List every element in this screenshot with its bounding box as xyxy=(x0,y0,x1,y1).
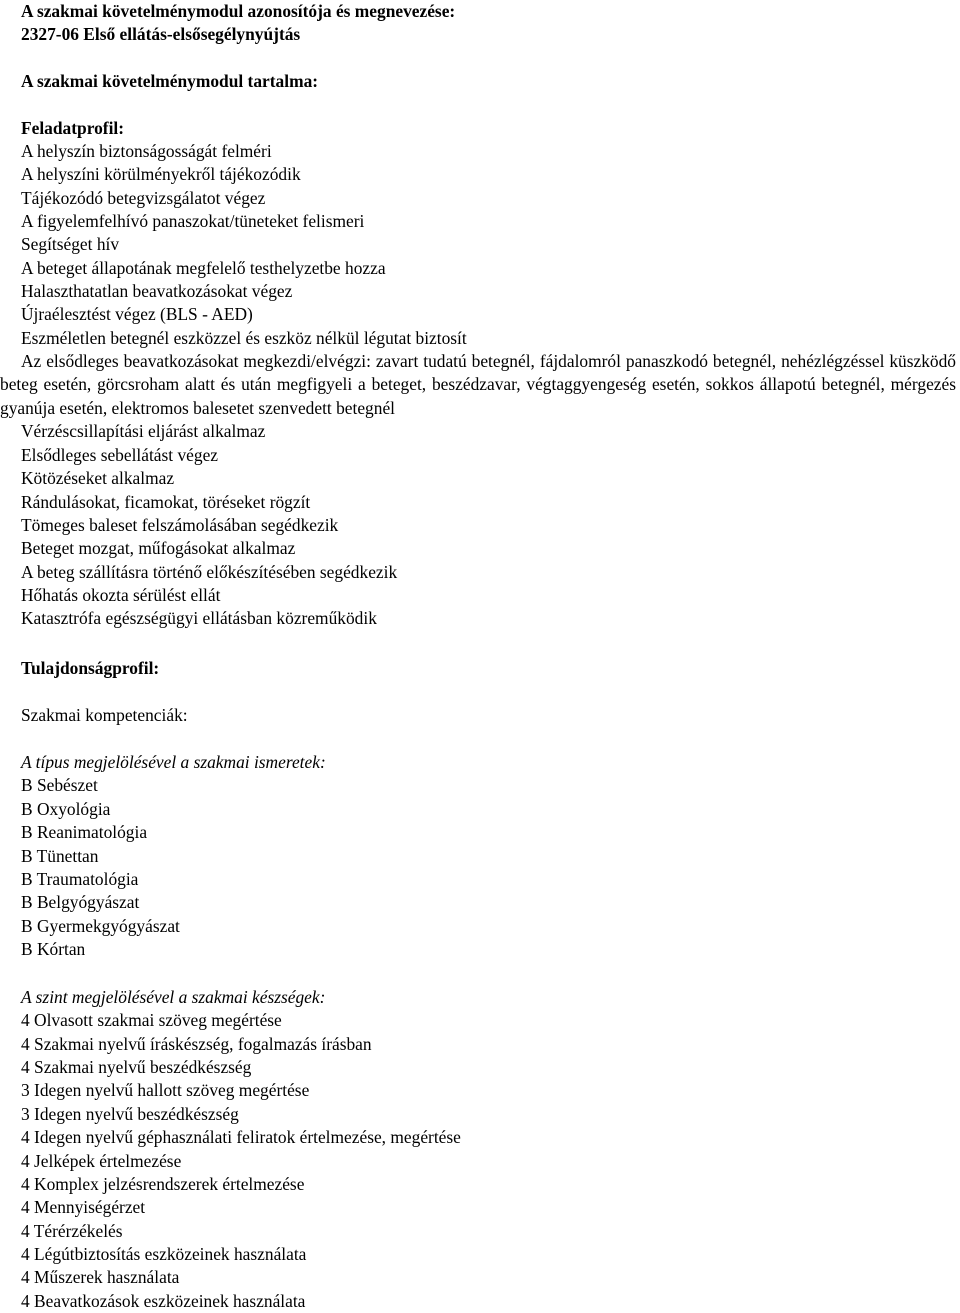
list-item: B Reanimatológia xyxy=(21,822,148,842)
list-item: A helyszíni körülményekről tájékozódik xyxy=(21,164,301,184)
tulajdonsagprofil-heading: Tulajdonságprofil: xyxy=(21,658,160,678)
competences-heading: Szakmai kompetenciák: xyxy=(21,705,188,725)
list-item: B Traumatológia xyxy=(21,869,139,889)
list-item: Vérzéscsillapítási eljárást alkalmaz xyxy=(21,421,266,441)
list-item: 3 Idegen nyelvű hallott szöveg megértése xyxy=(21,1080,310,1100)
list-item: 4 Jelképek értelmezése xyxy=(21,1151,182,1171)
list-item: 4 Légútbiztosítás eszközeinek használata xyxy=(21,1244,307,1264)
list-item: B Tünettan xyxy=(21,846,99,866)
list-item: B Sebészet xyxy=(21,775,98,795)
feladatprofil-heading: Feladatprofil: xyxy=(21,118,125,138)
list-item: B Kórtan xyxy=(21,939,86,959)
list-item: 3 Idegen nyelvű beszédkészség xyxy=(21,1104,239,1124)
list-item: 4 Szakmai nyelvű beszédkészség xyxy=(21,1057,252,1077)
skills-heading: A szint megjelölésével a szakmai készségek: xyxy=(21,987,326,1007)
list-item: Eszméletlen betegnél eszközzel és eszköz nélkül légutat biztosít xyxy=(21,328,467,348)
module-title-name: 2327-06 Első ellátás-elsősegélynyújtás xyxy=(21,24,301,44)
list-item: Katasztrófa egészségügyi ellátásban közreműködik xyxy=(21,608,377,628)
list-item: Tömeges baleset felszámolásában segédkezik xyxy=(21,515,339,535)
list-item: Hőhatás okozta sérülést ellát xyxy=(21,585,221,605)
list-item: Halaszthatatlan beavatkozásokat végez xyxy=(21,281,293,301)
list-item: Segítséget hív xyxy=(21,234,120,254)
list-item: Elsődleges sebellátást végez xyxy=(21,445,219,465)
list-item: 4 Idegen nyelvű géphasználati feliratok értelmezése, megértése xyxy=(21,1127,461,1147)
list-item: 4 Komplex jelzésrendszerek értelmezése xyxy=(21,1174,305,1194)
list-item: Újraélesztést végez (BLS - AED) xyxy=(21,304,253,324)
feladatprofil-long-item: Az elsődleges beavatkozásokat megkezdi/elvégzi: zavart tudatú betegnél, fájdalomról panaszkodó betegnél, nehézlégzéssel küszködő beteg esetén, görcsroham alatt és után megfigyeli a beteget, beszédzavar, végtaggyengeség esetén, sokkos állapotú betegnél, mérgezés gyanúja esetén, elektromos balesetet szenvedett betegnél xyxy=(0,351,956,418)
list-item: Kötözéseket alkalmaz xyxy=(21,468,175,488)
list-item: A helyszín biztonságosságát felméri xyxy=(21,141,272,161)
list-item: 4 Szakmai nyelvű íráskészség, fogalmazás írásban xyxy=(21,1034,372,1054)
list-item: 4 Műszerek használata xyxy=(21,1267,180,1287)
list-item: B Oxyológia xyxy=(21,799,111,819)
list-item: 4 Mennyiségérzet xyxy=(21,1197,146,1217)
list-item: 4 Térérzékelés xyxy=(21,1221,123,1241)
list-item: A beteg szállításra történő előkészítésében segédkezik xyxy=(21,562,398,582)
list-item: Tájékozódó betegvizsgálatot végez xyxy=(21,188,266,208)
module-content-heading: A szakmai követelménymodul tartalma: xyxy=(21,71,319,91)
module-title-label: A szakmai követelménymodul azonosítója és megnevezése: xyxy=(21,1,456,21)
list-item: A beteget állapotának megfelelő testhelyzetbe hozza xyxy=(21,258,386,278)
list-item: A figyelemfelhívó panaszokat/tüneteket felismeri xyxy=(21,211,365,231)
list-item: 4 Beavatkozások eszközeinek használata xyxy=(21,1291,306,1311)
list-item: B Gyermekgyógyászat xyxy=(21,916,180,936)
list-item: 4 Olvasott szakmai szöveg megértése xyxy=(21,1010,282,1030)
knowledge-heading: A típus megjelölésével a szakmai ismeretek: xyxy=(21,752,326,772)
list-item: Beteget mozgat, műfogásokat alkalmaz xyxy=(21,538,296,558)
list-item: Rándulásokat, ficamokat, töréseket rögzít xyxy=(21,492,311,512)
list-item: B Belgyógyászat xyxy=(21,892,140,912)
